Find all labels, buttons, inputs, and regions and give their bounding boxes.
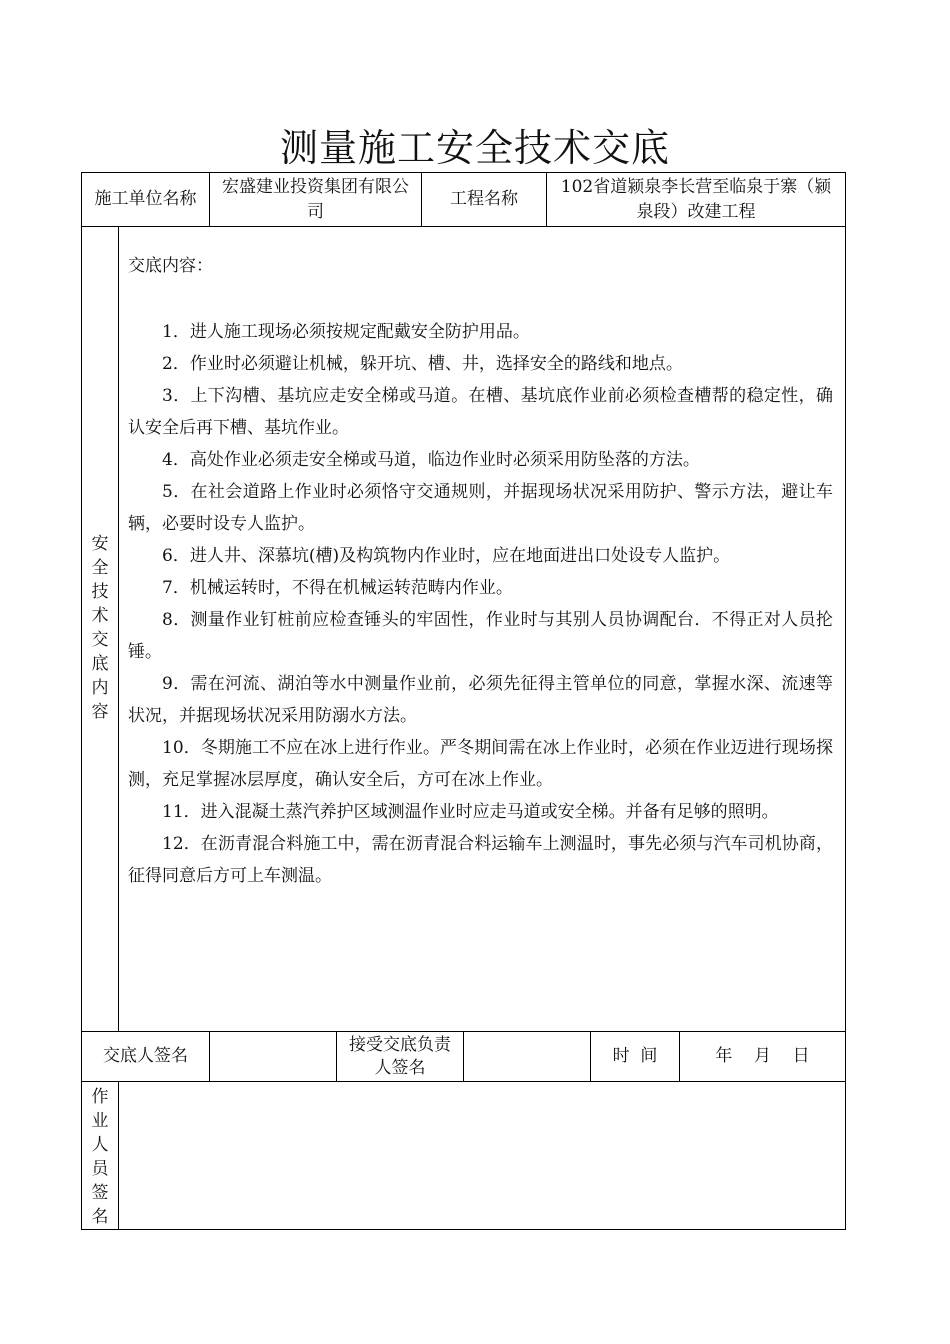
content-item: 9．需在河流、湖泊等水中测量作业前，必须先征得主管单位的同意，掌握水深、流速等状况，并据现场状况采用防溺水方法。 [128, 674, 833, 726]
disclosure-content [118, 250, 843, 892]
content-item: 8．测量作业钉桩前应检查锤头的牢固性，作业时与其别人员协调配台．不得正对人员抡锤。 [128, 610, 833, 662]
side-char: 员 [91, 1159, 109, 1179]
side-char: 人 [91, 1135, 109, 1155]
side-char: 签 [91, 1183, 109, 1203]
disclosure-giver-signature-field[interactable] [210, 1032, 336, 1081]
construction-unit-label: 施工单位名称 [94, 189, 197, 209]
side-char: 底 [91, 654, 109, 674]
content-item: 7．机械运转时，不得在机械运转范畴内作业。 [162, 578, 513, 598]
content-item: 10．冬期施工不应在冰上进行作业。严冬期间需在冰上作业时，必须在作业迈进行现场探测，充足掌握冰层厚度，确认安全后，方可在冰上作业。 [128, 738, 833, 790]
content-item: 12．在沥青混合料施工中，需在沥青混合料运输车上测温时，事先必须与汽车司机协商，征得同意后方可上车测温。 [128, 834, 833, 886]
side-char: 容 [91, 702, 109, 722]
project-name-value: 102省道颍泉李长营至临泉于寨（颍泉段）改建工程 [560, 176, 832, 222]
content-item: 3．上下沟槽、基坑应走安全梯或马道。在槽、基坑底作业前必须检查槽帮的稳定性，确认安全后再下槽、基坑作业。 [128, 386, 833, 438]
date-field[interactable]: 年 月 日 [715, 1046, 810, 1066]
document-title: 测量施工安全技术交底 [279, 126, 670, 170]
side-char: 术 [91, 606, 109, 626]
workers-side-label [82, 1085, 118, 1229]
row-divider-header [81, 226, 846, 227]
project-name-label: 工程名称 [450, 189, 518, 209]
content-item: 4．高处作业必须走安全梯或马道，临边作业时必须采用防坠落的方法。 [162, 450, 700, 470]
receiver-label: 接受交底负责人签名 [349, 1034, 451, 1078]
content-heading: 交底内容： [128, 256, 213, 276]
side-char: 交 [91, 630, 109, 650]
side-char: 内 [91, 678, 109, 698]
side-char: 全 [91, 558, 109, 578]
construction-unit-value: 宏盛建业投资集团有限公司 [222, 176, 409, 222]
time-label: 时 间 [612, 1046, 658, 1066]
side-char: 安 [91, 534, 109, 554]
disclosure-giver-label: 交底人签名 [103, 1046, 188, 1066]
receiver-signature-field[interactable] [464, 1032, 590, 1081]
safety-disclosure-side-label [82, 532, 118, 724]
content-item: 11．进入混凝土蒸汽养护区域测温作业时应走马道或安全梯。并备有足够的照明。 [162, 802, 779, 822]
content-item: 1．进人施工现场必须按规定配戴安全防护用品。 [162, 322, 530, 342]
workers-signature-field[interactable] [119, 1082, 845, 1229]
side-char: 业 [91, 1111, 109, 1131]
content-item: 5．在社会道路上作业时必须恪守交通规则，并据现场状况采用防护、警示方法，避让车辆，必要时设专人监护。 [128, 482, 833, 534]
side-char: 作 [91, 1087, 109, 1107]
side-char: 技 [91, 582, 109, 602]
side-char: 名 [91, 1207, 109, 1227]
content-item: 2．作业时必须避让机械，躲开坑、槽、井，选择安全的路线和地点。 [162, 354, 683, 374]
content-item: 6．进人井、深慕坑(槽)及构筑物内作业时，应在地面进出口处设专人监护。 [162, 546, 731, 566]
